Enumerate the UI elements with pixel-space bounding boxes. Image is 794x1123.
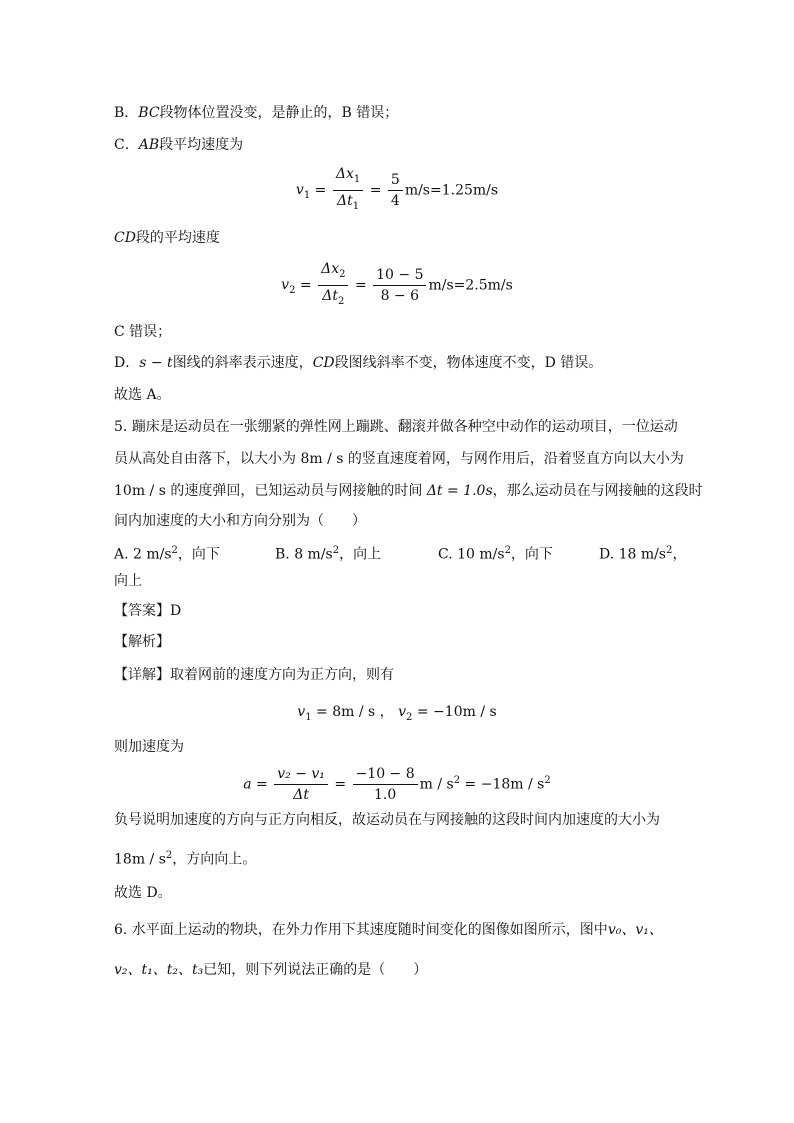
result-line — [114, 846, 256, 870]
fraction — [373, 265, 426, 306]
value: 8m / s — [300, 451, 344, 467]
fraction — [388, 170, 403, 211]
text: 已知，则下列说法正确的是（ ） — [203, 962, 428, 978]
text: 取着网前的速度方向为正方向，则有 — [170, 667, 394, 683]
option-b — [275, 541, 381, 565]
label: C. 10 m/s — [438, 546, 505, 563]
numerator: Δx — [321, 261, 340, 277]
value: = −10m / s — [412, 704, 497, 720]
numerator: −10 − 8 — [353, 764, 418, 785]
option-d — [599, 541, 686, 565]
detail — [114, 665, 394, 685]
answer-value: D — [170, 603, 182, 619]
denominator: 4 — [390, 192, 400, 209]
cd-segment-line — [114, 228, 220, 248]
label: B． — [114, 105, 139, 121]
equation-v2 — [0, 259, 794, 312]
q6-line1 — [114, 920, 663, 940]
label: D． — [114, 355, 140, 371]
text: 段图线斜率不变，物体速度不变，D 错误。 — [334, 355, 603, 371]
text: 图线的斜率表示速度， — [172, 355, 313, 371]
var-v: v — [295, 182, 304, 199]
result: = −18m / s — [460, 776, 545, 793]
fraction — [318, 259, 348, 312]
var-a: a — [243, 776, 252, 793]
equation-acceleration — [0, 764, 794, 805]
segment-label: AB — [138, 137, 160, 153]
subscript: 2 — [406, 711, 413, 723]
answer-tag: 【答案】 — [114, 603, 170, 619]
value: Δt = 1.0s — [426, 483, 493, 499]
option-a — [114, 541, 220, 565]
value: 10m / s — [114, 483, 166, 499]
q5-line3 — [114, 481, 703, 501]
result: m/s=1.25m/s — [404, 182, 499, 199]
analysis-tag: 【解析】 — [114, 634, 170, 650]
numerator: 5 — [388, 170, 403, 191]
superscript: 2 — [544, 774, 551, 786]
q5-line4: 间内加速度的大小和方向分别为（ ） — [114, 513, 366, 529]
denominator: Δt — [336, 192, 353, 209]
equals: = — [299, 277, 312, 294]
choose-a: 故选 A。 — [114, 387, 171, 403]
denominator: 1.0 — [373, 787, 397, 803]
subscript: 1 — [353, 173, 361, 185]
subscript: 1 — [305, 711, 312, 723]
equals: = — [256, 776, 268, 793]
var-v: v — [297, 704, 306, 720]
direction: ，向下 — [177, 546, 220, 563]
accel-intro: 则加速度为 — [114, 739, 184, 755]
variables: v₀、v₁、 — [607, 922, 663, 938]
value: 18m / s — [114, 851, 166, 868]
fraction — [333, 164, 363, 217]
s-t-label: s − t — [139, 355, 173, 371]
equals: = — [334, 776, 347, 793]
text: 段的平均速度 — [135, 230, 220, 246]
fraction — [353, 764, 418, 805]
superscript: 2 — [504, 545, 511, 556]
text: 段物体位置没变，是静止的，B 错误； — [159, 105, 399, 121]
direction: ，向上 — [339, 546, 382, 563]
text: 的速度弹回，已知运动员与网接触的时间 — [165, 483, 427, 499]
segment-label: CD — [312, 355, 335, 371]
label: B. 8 m/s — [275, 546, 333, 563]
numerator: Δx — [335, 166, 354, 182]
option-d-explanation — [114, 353, 602, 373]
subscript: 2 — [289, 285, 296, 297]
variables: v₂、t₁、t₂、t₃ — [114, 962, 204, 978]
equals: = — [369, 182, 382, 199]
option-b-explanation — [114, 103, 398, 123]
subscript: 1 — [352, 200, 360, 212]
superscript: 2 — [666, 545, 673, 556]
text: ，方向向上。 — [172, 851, 257, 868]
text: 的竖直速度着网，与网作用后，沿着竖直方向以大小为 — [343, 451, 684, 467]
text: 员从高处自由落下，以大小为 — [114, 451, 301, 467]
denominator: Δt — [322, 287, 338, 304]
text: ，那么运动员在与网接触的这段时 — [492, 483, 703, 499]
subscript: 2 — [337, 295, 345, 307]
detail-tag: 【详解】 — [114, 667, 170, 683]
superscript: 2 — [453, 774, 461, 786]
var-v: v — [281, 277, 290, 294]
equals: = — [354, 277, 367, 294]
negative-explanation: 负号说明加速度的方向与正方向相反，故运动员在与网接触的这段时间内加速度的大小为 — [114, 812, 660, 828]
option-d-continued: 向上 — [114, 573, 142, 589]
segment-label: CD — [114, 230, 136, 246]
equals: = — [314, 182, 327, 199]
numerator: v₂ − v₁ — [274, 764, 328, 785]
label: C． — [114, 137, 139, 153]
superscript: 2 — [332, 545, 340, 556]
direction: ，向下 — [510, 546, 553, 563]
direction: ， — [672, 546, 687, 563]
superscript: 2 — [165, 850, 173, 861]
fraction — [274, 764, 328, 805]
denominator: 8 − 6 — [380, 287, 420, 304]
result: m/s=2.5m/s — [428, 277, 513, 294]
text: 段平均速度为 — [159, 137, 244, 153]
unit: m / s — [419, 776, 454, 793]
equation-v1 — [0, 164, 794, 217]
value: = 8m / s ， — [311, 704, 394, 720]
denominator: Δt — [293, 787, 309, 803]
label: D. 18 m/s — [599, 546, 667, 563]
q5-line1: 5. 蹦床是运动员在一张绷紧的弹性网上蹦跳、翻滚并做各种空中动作的运动项目，一位运动 — [114, 419, 678, 435]
c-wrong: C 错误； — [114, 324, 172, 340]
segment-label: BC — [138, 105, 160, 121]
q6-line2 — [114, 960, 427, 980]
var-v: v — [398, 704, 407, 720]
equation-velocities — [0, 701, 794, 723]
label: A. 2 m/s — [114, 546, 172, 563]
q5-line2 — [114, 449, 684, 469]
subscript: 2 — [339, 268, 346, 280]
text: 6. 水平面上运动的物块，在外力作用下其速度随时间变化的图像如图所示，图中 — [114, 922, 608, 938]
subscript: 1 — [303, 190, 311, 202]
numerator: 10 − 5 — [373, 265, 426, 286]
option-c-explanation — [114, 135, 243, 155]
superscript: 2 — [171, 545, 178, 556]
option-c — [438, 541, 553, 565]
choose-d: 故选 D。 — [114, 885, 172, 901]
answer — [114, 601, 181, 621]
